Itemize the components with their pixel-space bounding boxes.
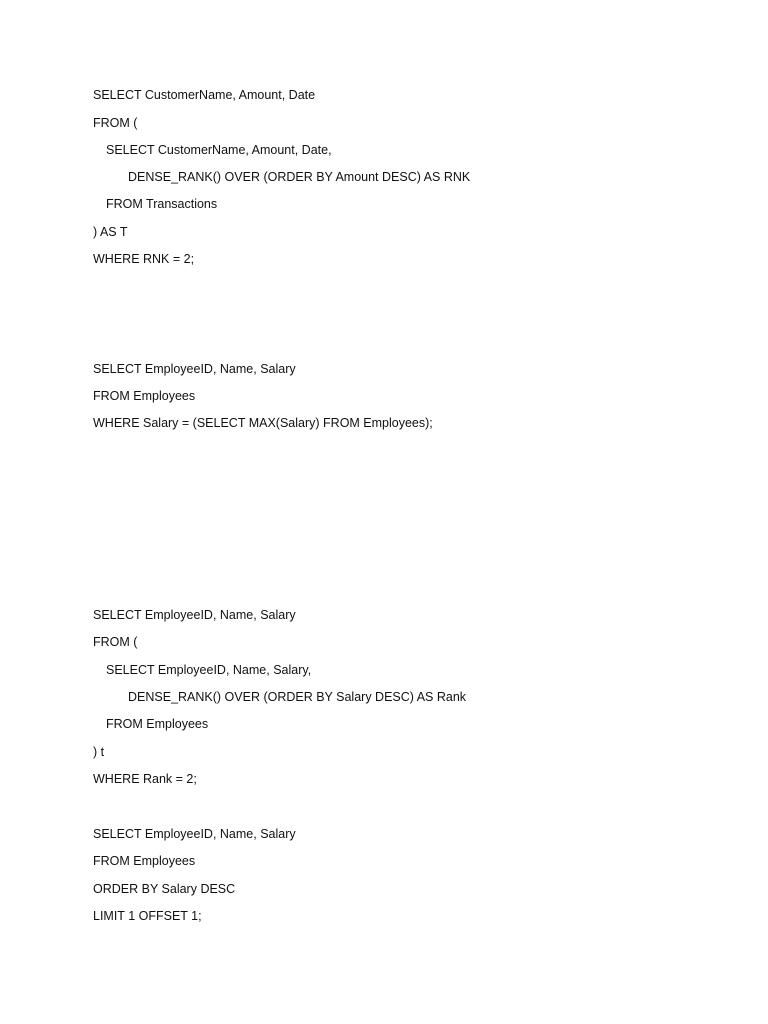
code-line: SELECT CustomerName, Amount, Date, xyxy=(106,143,332,157)
code-line: FROM Employees xyxy=(93,854,196,868)
code-line: FROM ( xyxy=(93,116,138,130)
code-line: WHERE Rank = 2; xyxy=(93,772,197,786)
code-line: SELECT CustomerName, Amount, Date xyxy=(93,88,316,102)
code-line: ) t xyxy=(93,745,105,759)
code-line: ORDER BY Salary DESC xyxy=(93,882,236,896)
code-line: SELECT EmployeeID, Name, Salary xyxy=(93,608,296,622)
code-line: WHERE Salary = (SELECT MAX(Salary) FROM Employees); xyxy=(93,416,433,430)
code-line: FROM Employees xyxy=(93,389,196,403)
code-line: SELECT EmployeeID, Name, Salary xyxy=(93,362,296,376)
code-line: ) AS T xyxy=(93,225,128,239)
code-line: SELECT EmployeeID, Name, Salary, xyxy=(106,663,312,677)
code-line: FROM ( xyxy=(93,635,138,649)
code-line: DENSE_RANK() OVER (ORDER BY Amount DESC) AS RNK xyxy=(128,170,471,184)
code-line: SELECT EmployeeID, Name, Salary xyxy=(93,827,296,841)
code-line: FROM Employees xyxy=(106,717,209,731)
code-line: FROM Transactions xyxy=(106,197,218,211)
code-line: DENSE_RANK() OVER (ORDER BY Salary DESC) AS Rank xyxy=(128,690,467,704)
code-line: LIMIT 1 OFFSET 1; xyxy=(93,909,202,923)
code-line: WHERE RNK = 2; xyxy=(93,252,195,266)
